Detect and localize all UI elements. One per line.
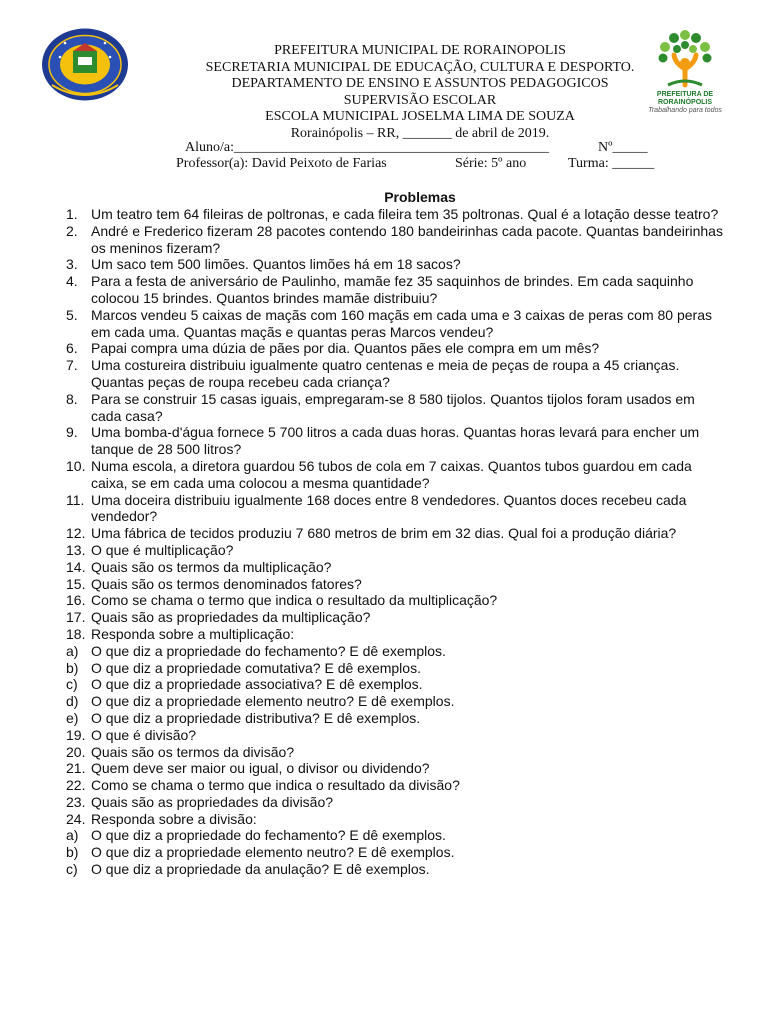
problem-item (66, 609, 726, 626)
problem-text: Para se construir 15 casas iguais, empregaram-se 8 580 tijolos. Quantos tijolos foram usados em cada casa? (91, 390, 695, 424)
problem-text: Responda sobre a divisão: (91, 810, 257, 827)
section-title: Problemas (384, 189, 456, 205)
problem-item (66, 811, 726, 828)
problem-text: O que é divisão? (91, 726, 197, 743)
problem-text: Numa escola, a diretora guardou 56 tubos de cola em 7 caixas. Quantos tubos guardou em cada caixa, se em cada uma colocou a mesma quantidade? (91, 457, 692, 491)
problem-item (66, 777, 726, 794)
problem-text: O que diz a propriedade associativa? E dê exemplos. (91, 676, 423, 693)
problem-number: 20. (66, 743, 86, 760)
problem-text: Quais são os termos denominados fatores? (91, 575, 362, 592)
problem-number: 18. (66, 625, 86, 642)
header-line: SECRETARIA MUNICIPAL DE EDUCAÇÃO, CULTURA E DESPORTO. (205, 59, 635, 75)
problem-text: Quais são as propriedades da divisão? (91, 793, 334, 810)
problem-number: 16. (66, 592, 86, 609)
header-line: PREFEITURA MUNICIPAL DE RORAINOPOLIS (274, 43, 566, 58)
problem-text: Quais são os termos da divisão? (91, 743, 295, 760)
problem-item (66, 643, 726, 660)
problem-number: d) (66, 693, 79, 710)
problem-number: b) (66, 659, 79, 676)
problem-item (66, 273, 726, 307)
problem-item (66, 827, 726, 844)
problem-text: O que diz a propriedade do fechamento? E dê exemplos. (91, 827, 446, 844)
problem-text: Quem deve ser maior ou igual, o divisor ou dividendo? (91, 760, 430, 777)
header-line: ESCOLA MUNICIPAL JOSELMA LIMA DE SOUZA (265, 109, 575, 124)
problem-item (66, 861, 726, 878)
header-date-line: Rorainópolis – RR, _______ de abril de 2019. (290, 125, 550, 141)
problem-text: O que diz a propriedade da anulação? E dê exemplos. (91, 861, 430, 878)
problem-item (66, 592, 726, 609)
problem-list (66, 206, 726, 878)
problem-item (66, 576, 726, 593)
school-seal-icon (40, 27, 130, 102)
document-header (140, 43, 700, 142)
problem-number: 5. (66, 306, 78, 323)
problem-text: Uma fábrica de tecidos produziu 7 680 metros de brim em 32 dias. Qual foi a produção diária? (91, 525, 677, 542)
problem-number: 6. (66, 340, 78, 357)
problem-number: 13. (66, 541, 86, 558)
problem-text: Um teatro tem 64 fileiras de poltronas, e cada fileira tem 35 poltronas. Qual é a lotação desse teatro? (91, 206, 719, 222)
problem-text: Um saco tem 500 limões. Quantos limões há em 18 sacos? (91, 256, 461, 273)
problem-item (66, 458, 726, 492)
problem-item (66, 626, 726, 643)
problem-number: 12. (66, 525, 86, 542)
problem-number: b) (66, 844, 79, 861)
class-field: Turma: ______ (568, 156, 655, 171)
problem-item (66, 744, 726, 761)
problem-number: 9. (66, 424, 78, 441)
problem-item (66, 710, 726, 727)
problem-text: O que é multiplicação? (91, 541, 234, 558)
grade-label: Série: 5º ano (455, 156, 527, 171)
problem-number: c) (66, 676, 78, 693)
problem-text: Uma costureira distribuiu igualmente quatro centenas e meia de peças de roupa a 45 crianças. Quantas peças de roupa recebeu cada criança? (91, 357, 680, 390)
problem-text: Marcos vendeu 5 caixas de maçãs com 160 maçãs em cada uma e 3 caixas de peras com 80 peras em cada uma. Quantas maçãs e quantas peras Marcos vendeu? (91, 306, 712, 340)
problem-number: 23. (66, 793, 86, 810)
problem-number: 1. (66, 206, 78, 222)
problem-text: Quais são os termos da multiplicação? (91, 558, 332, 575)
problem-number: 19. (66, 726, 86, 743)
problem-item (66, 340, 726, 357)
problem-item (66, 542, 726, 559)
problem-item (66, 223, 726, 257)
problem-number: 4. (66, 273, 78, 290)
problem-number: 11. (66, 491, 85, 508)
problem-number: 17. (66, 609, 86, 626)
problem-item (66, 357, 726, 391)
problem-item (66, 492, 726, 526)
problem-item (66, 727, 726, 744)
problem-item (66, 844, 726, 861)
problem-item (66, 559, 726, 576)
problem-number: 3. (66, 256, 78, 273)
problem-item (66, 391, 726, 425)
problem-text: O que diz a propriedade distributiva? E dê exemplos. (91, 709, 421, 726)
problem-text: Responda sobre a multiplicação: (91, 625, 295, 642)
student-name-field: Aluno/a:_____________________________________________ (185, 140, 549, 155)
problem-text: André e Frederico fizeram 28 pacotes contendo 180 bandeirinhas cada pacote. Quantas bandeirinhas os meninos fizeram? (91, 222, 723, 256)
problem-number: 24. (66, 810, 86, 827)
problem-item (66, 676, 726, 693)
problem-text: Uma bomba-d'água fornece 5 700 litros a cada duas horas. Quantas horas levará para encher um tanque de 28 500 litros? (91, 424, 700, 458)
problem-item (66, 307, 726, 341)
problem-text: Como se chama o termo que indica o resultado da multiplicação? (91, 592, 498, 609)
problem-item (66, 660, 726, 677)
teacher-name: Professor(a): David Peixoto de Farias (176, 156, 387, 171)
problem-text: O que diz a propriedade elemento neutro? E dê exemplos. (91, 693, 455, 710)
problem-item (66, 693, 726, 710)
logo-brand-text: PREFEITURA DE RORAINÓPOLIS (656, 91, 714, 106)
problem-text: Quais são as propriedades da multiplicação? (91, 609, 371, 626)
problem-number: 21. (66, 760, 86, 777)
problem-text: O que diz a propriedade comutativa? E dê exemplos. (91, 659, 421, 676)
problem-text: Como se chama o termo que indica o resultado da divisão? (91, 777, 460, 794)
problem-text: Papai compra uma dúzia de pães por dia. Quantos pães ele compra em um mês? (91, 340, 600, 357)
problem-text: O que diz a propriedade do fechamento? E dê exemplos. (91, 642, 446, 659)
problem-number: 22. (66, 777, 86, 794)
problem-item (66, 256, 726, 273)
problem-number: 15. (66, 575, 86, 592)
problem-number: a) (66, 827, 79, 844)
problem-number: 14. (66, 558, 86, 575)
problem-number: 7. (66, 357, 78, 374)
problem-number: a) (66, 642, 79, 659)
problem-number: c) (66, 861, 78, 878)
problem-item (66, 424, 726, 458)
logo-tagline: Trabalhando para todos (648, 107, 722, 114)
problem-text: O que diz a propriedade elemento neutro? E dê exemplos. (91, 844, 455, 861)
problem-number: 2. (66, 222, 78, 239)
problem-text: Uma doceira distribuiu igualmente 168 doces entre 8 vendedores. Quantos doces recebeu cada vendedor? (91, 491, 687, 525)
problem-number: 8. (66, 390, 78, 407)
header-line: DEPARTAMENTO DE ENSINO E ASSUNTOS PEDAGOGICOS (231, 76, 609, 91)
problem-item (66, 760, 726, 777)
student-number-field: Nº_____ (598, 140, 648, 155)
header-line: SUPERVISÃO ESCOLAR (343, 92, 497, 108)
problem-item (66, 525, 726, 542)
problem-number: 10. (66, 457, 86, 474)
problem-item (66, 794, 726, 811)
problem-number: e) (66, 709, 79, 726)
problem-text: Para a festa de aniversário de Paulinho, mamãe fez 35 saquinhos de brindes. Em cada saquinho colocou 15 brindes. Quantos brindes mamãe distribuiu? (91, 273, 694, 306)
problem-item (66, 206, 726, 223)
